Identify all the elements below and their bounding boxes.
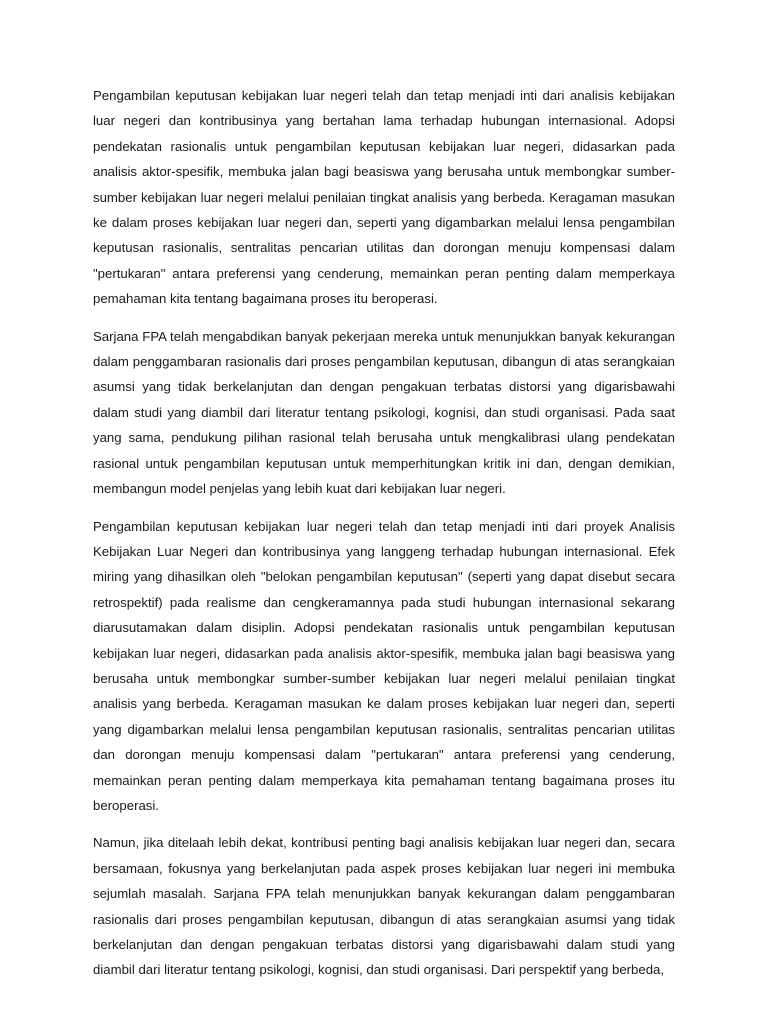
paragraph-4: Namun, jika ditelaah lebih dekat, kontribusi penting bagi analisis kebijakan luar negeri dan, secara bersamaan, fokusnya yang berkelanjutan pada aspek proses kebijakan luar negeri ini membuka sejumlah masalah. Sarjana FPA telah menunjukkan banyak kekurangan dalam penggambaran rasionalis dari proses pengambilan keputusan, dibangun di atas serangkaian asumsi yang tidak berkelanjutan dan dengan pengakuan terbatas distorsi yang digarisbawahi dalam studi yang diambil dari literatur tentang psikologi, kognisi, dan studi organisasi. Dari perspektif yang berbeda, [93, 835, 675, 978]
paragraph-1: Pengambilan keputusan kebijakan luar negeri telah dan tetap menjadi inti dari analisis kebijakan luar negeri dan kontribusinya yang bertahan lama terhadap hubungan internasional. Adopsi pendekatan rasionalis untuk pengambilan keputusan kebijakan luar negeri, didasarkan pada analisis aktor-spesifik, membuka jalan bagi beasiswa yang berusaha untuk membongkar sumber-sumber kebijakan luar negeri melalui penilaian tingkat analisis yang berbeda. Keragaman masukan ke dalam proses kebijakan luar negeri dan, seperti yang digambarkan melalui lensa pengambilan keputusan rasionalis, sentralitas pencarian utilitas dan dorongan menuju kompensasi dalam "pertukaran" antara preferensi yang cenderung, memainkan peran penting dalam memperkaya pemahaman kita tentang bagaimana proses itu beroperasi. [93, 88, 675, 307]
document-body [93, 83, 675, 995]
paragraph-2: Sarjana FPA telah mengabdikan banyak pekerjaan mereka untuk menunjukkan banyak kekurangan dalam penggambaran rasionalis dari proses pengambilan keputusan, dibangun di atas serangkaian asumsi yang tidak berkelanjutan dan dengan pengakuan terbatas distorsi yang digarisbawahi dalam studi yang diambil dari literatur tentang psikologi, kognisi, dan studi organisasi. Pada saat yang sama, pendukung pilihan rasional telah berusaha untuk mengkalibrasi ulang pendekatan rasional untuk pengambilan keputusan untuk memperhitungkan kritik ini dan, dengan demikian, membangun model penjelas yang lebih kuat dari kebijakan luar negeri. [93, 328, 675, 497]
paragraph-3: Pengambilan keputusan kebijakan luar negeri telah dan tetap menjadi inti dari proyek Analisis Kebijakan Luar Negeri dan kontribusinya yang langgeng terhadap hubungan internasional. Efek miring yang dihasilkan oleh "belokan pengambilan keputusan" (seperti yang dapat disebut secara retrospektif) pada realisme dan cengkeramannya pada studi hubungan internasional sekarang diarusutamakan dalam disiplin. Adopsi pendekatan rasionalis untuk pengambilan keputusan kebijakan luar negeri, didasarkan pada analisis aktor-spesifik, membuka jalan bagi beasiswa yang berusaha untuk membongkar sumber-sumber kebijakan luar negeri melalui penilaian tingkat analisis yang berbeda. Keragaman masukan ke dalam proses kebijakan luar negeri dan, seperti yang digambarkan melalui lensa pengambilan keputusan rasionalis, sentralitas pencarian utilitas dan dorongan menuju kompensasi dalam "pertukaran" antara preferensi yang cenderung, memainkan peran penting dalam memperkaya kita pemahaman tentang bagaimana proses itu beroperasi. [93, 518, 675, 813]
